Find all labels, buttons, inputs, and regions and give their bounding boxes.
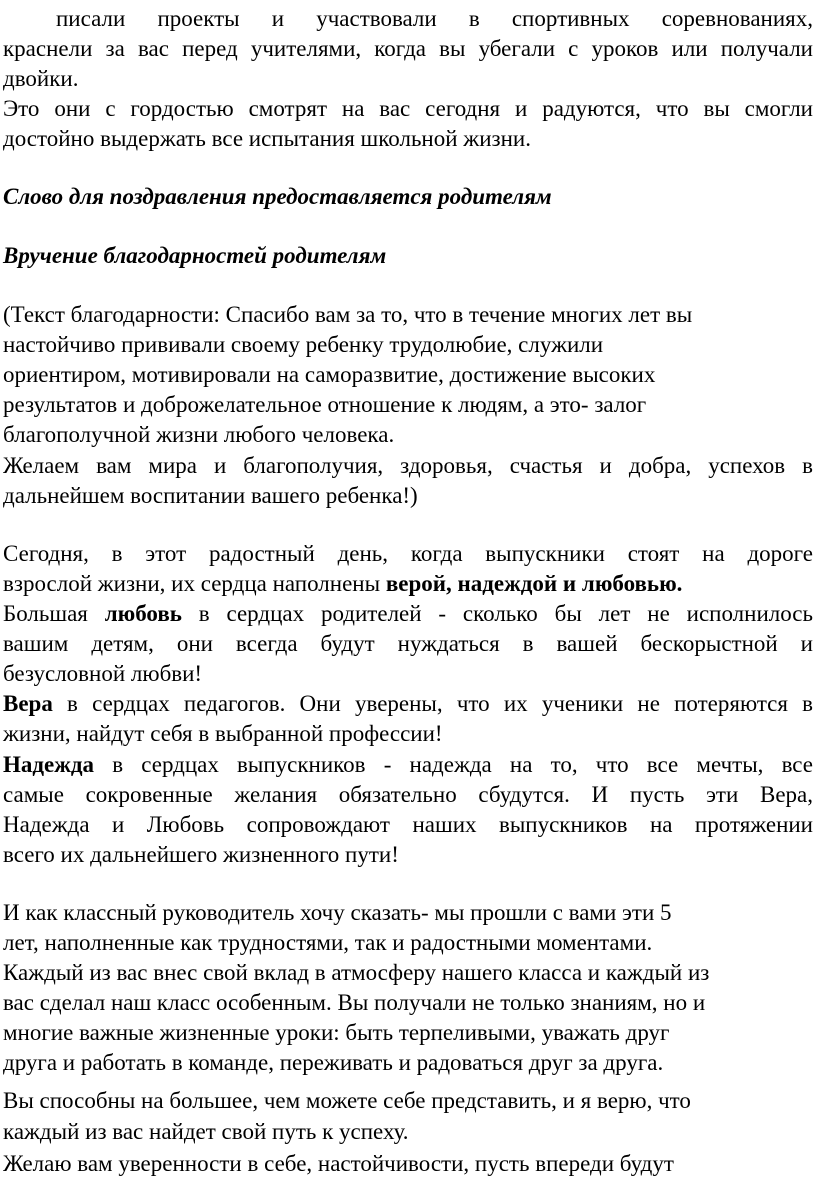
text-line: достойно выдержать все испытания школьной жизни. — [3, 126, 531, 151]
text-line: Каждый из вас внес свой вклад в атмосферу нашего класса и каждый из — [3, 960, 710, 985]
text-line: благополучной жизни любого человека. — [3, 422, 395, 447]
text-line: писали проекты и участвовали в спортивных соревнованиях, — [56, 6, 813, 31]
text-line: Это они с гордостью смотрят на вас сегодня и радуются, что вы смогли — [3, 96, 813, 121]
text-line: вас сделал наш класс особенным. Вы получали не только знаниям, но и — [3, 990, 706, 1015]
text-line: Сегодня, в этот радостный день, когда выпускники стоят на дороге — [3, 541, 813, 566]
text-line: самые сокровенные желания обязательно сбудутся. И пусть эти Вера, — [3, 782, 813, 807]
text-line: И как классный руководитель хочу сказать- мы прошли с вами эти 5 — [3, 900, 672, 925]
section-heading: Слово для поздравления предоставляется родителям — [3, 184, 552, 209]
text-line: вашим детям, они всегда будут нуждаться в вашей бескорыстной и — [3, 631, 813, 656]
text-line: многие важные жизненные уроки: быть терпеливыми, уважать друг — [3, 1020, 670, 1045]
bold-word: любовь — [104, 601, 182, 626]
section-heading: Вручение благодарностей родителям — [3, 243, 387, 268]
text-line: всего их дальнейшего жизненного пути! — [3, 842, 399, 867]
text-line: друга и работать в команде, переживать и радоваться друг за друга. — [3, 1050, 664, 1075]
text-line: результатов и доброжелательное отношение к людям, а это- залог — [3, 392, 647, 417]
text-line: (Текст благодарности: Спасибо вам за то, что в течение многих лет вы — [3, 302, 693, 327]
text-line: Надежда и Любовь сопровождают наших выпускников на протяжении — [3, 812, 813, 837]
text-line: дальнейшем воспитании вашего ребенка!) — [3, 483, 418, 508]
text-line: Надежда в сердцах выпускников - надежда на то, что все мечты, все — [3, 752, 813, 777]
text-line: взрослой жизни, их сердца наполнены верой, надеждой и любовью. — [3, 571, 683, 596]
text-line: каждый из вас найдет свой путь к успеху. — [3, 1119, 409, 1144]
text-line: Большая любовь в сердцах родителей - сколько бы лет не исполнилось — [3, 601, 813, 626]
bold-phrase: верой, надеждой и любовью. — [385, 571, 683, 596]
text-line: лет, наполненные как трудностями, так и радостными моментами. — [3, 930, 653, 955]
text-line: жизни, найдут себя в выбранной профессии! — [3, 721, 443, 746]
bold-word: Надежда — [3, 752, 95, 777]
text-line: настойчиво прививали своему ребенку трудолюбие, служили — [3, 332, 604, 357]
text-line: Вы способны на большее, чем можете себе представить, и я верю, что — [3, 1088, 691, 1113]
text-line: двойки. — [3, 66, 79, 91]
text-line: Вера в сердцах педагогов. Они уверены, что их ученики не потеряются в — [3, 691, 813, 716]
text-line: безусловной любви! — [3, 661, 203, 686]
text-line: Желаем вам мира и благополучия, здоровья, счастья и добра, успехов в — [3, 453, 813, 478]
text-line: ориентиром, мотивировали на саморазвитие, достижение высоких — [3, 362, 656, 387]
text-line: краснели за вас перед учителями, когда вы убегали с уроков или получали — [3, 36, 813, 61]
text-line: Желаю вам уверенности в себе, настойчивости, пусть впереди будут — [3, 1151, 674, 1176]
bold-word: Вера — [3, 691, 53, 716]
